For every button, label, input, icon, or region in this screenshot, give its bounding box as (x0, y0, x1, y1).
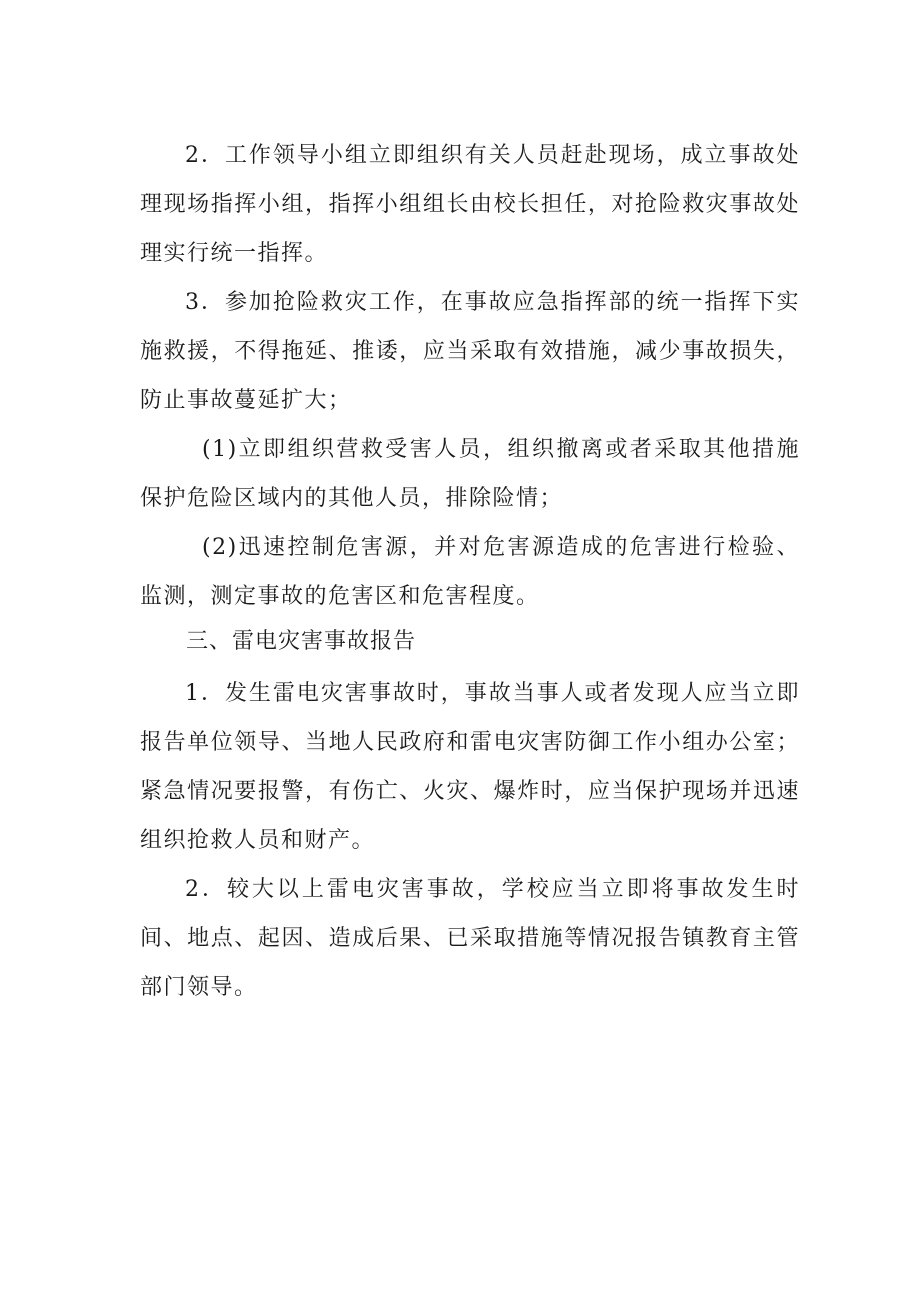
paragraph-rescue-work: 3．参加抢险救灾工作，在事故应急指挥部的统一指挥下实施救援，不得拖延、推诿，应当采取有效措施，减少事故损失，防止事故蔓延扩大； (140, 290, 800, 413)
paragraph-report-2: 2．较大以上雷电灾害事故，学校应当立即将事故发生时间、地点、起因、造成后果、已采取措施等情况报告镇教育主管部门领导。 (140, 877, 800, 1000)
section-heading: 三、雷电灾害事故报告 (186, 629, 417, 654)
paragraph-report-1: 1．发生雷电灾害事故时，事故当事人或者发现人应当立即报告单位领导、当地人民政府和雷电灾害防御工作小组办公室；紧急情况要报警，有伤亡、火灾、爆炸时，应当保护现场并迅速组织抢救人员和财产。 (140, 681, 800, 853)
paragraph-command-group: 2．工作领导小组立即组织有关人员赶赴现场，成立事故处理现场指挥小组，指挥小组组长由校长担任，对抢险救灾事故处理实行统一指挥。 (140, 143, 800, 266)
paragraph-item-2: (2)迅速控制危害源，并对危害源造成的危害进行检验、监测，测定事故的危害区和危害程度。 (140, 535, 800, 609)
paragraph-item-1: (1)立即组织营救受害人员，组织撤离或者采取其他措施保护危险区域内的其他人员，排除险情； (140, 437, 800, 511)
